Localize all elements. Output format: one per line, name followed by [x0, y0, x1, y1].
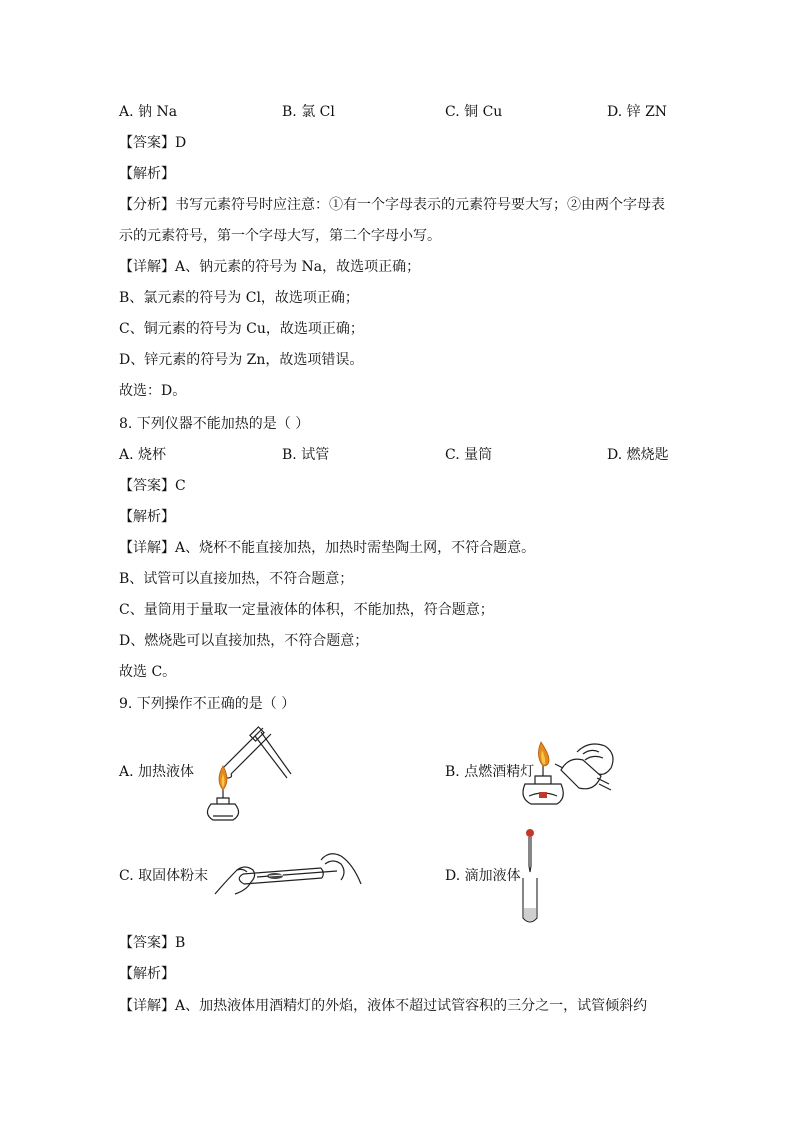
q9-option-d: D. 滴加液体 — [445, 868, 521, 884]
q9-option-a: A. 加热液体 — [119, 764, 195, 780]
q7-option-a: A. 钠 Na — [119, 104, 178, 120]
q8-stem: 8. 下列仪器不能加热的是（ ） — [119, 416, 310, 432]
q7-conclusion: 故选：D。 — [119, 383, 187, 399]
q7-explanation-line: 【分析】书写元素符号时应注意：①有一个字母表示的元素符号要大写；②由两个字母表 — [119, 197, 665, 213]
heating-liquid-figure — [193, 722, 293, 826]
q8-option-a: A. 烧杯 — [119, 447, 167, 463]
q7-explanation-line: 示的元素符号，第一个字母大写，第二个字母小写。 — [119, 228, 441, 244]
q8-explanation-line: B、试管可以直接加热，不符合题意； — [119, 571, 354, 587]
q8-explanation-line: 【详解】A、烧杯不能直接加热，加热时需垫陶土网，不符合题意。 — [119, 540, 536, 556]
q8-analysis-label: 【解析】 — [119, 509, 175, 525]
q9-option-c: C. 取固体粉末 — [119, 868, 209, 884]
q9-explanation-line: 【详解】A、加热液体用酒精灯的外焰，液体不超过试管容积的三分之一，试管倾斜约 — [119, 998, 648, 1014]
q7-answer: 【答案】D — [119, 135, 187, 151]
q9-answer: 【答案】B — [119, 935, 186, 951]
q7-option-b: B. 氯 Cl — [282, 104, 335, 120]
q7-option-c: C. 铜 Cu — [445, 104, 503, 120]
q7-explanation-line: B、氯元素的符号为 Cl，故选项正确； — [119, 290, 359, 306]
q8-option-d: D. 燃烧匙 — [607, 447, 669, 463]
q8-explanation-line: C、量筒用于量取一定量液体的体积，不能加热，符合题意； — [119, 602, 494, 618]
powder-figure — [213, 850, 363, 900]
q7-option-d: D. 锌 ZN — [607, 104, 668, 120]
q9-analysis-label: 【解析】 — [119, 966, 175, 982]
q7-explanation-line: C、铜元素的符号为 Cu，故选项正确； — [119, 321, 364, 337]
q8-option-b: B. 试管 — [282, 447, 330, 463]
q7-analysis-label: 【解析】 — [119, 166, 175, 182]
q7-explanation-line: 【详解】A、钠元素的符号为 Na，故选项正确； — [119, 259, 421, 275]
q8-option-c: C. 量筒 — [445, 447, 493, 463]
lighting-lamp-figure — [519, 732, 619, 810]
q8-conclusion: 故选 C。 — [119, 664, 177, 680]
q8-answer: 【答案】C — [119, 478, 186, 494]
q9-stem: 9. 下列操作不正确的是（ ） — [119, 696, 296, 712]
dropper-figure — [518, 826, 542, 926]
q7-explanation-line: D、锌元素的符号为 Zn，故选项错误。 — [119, 352, 364, 368]
q8-explanation-line: D、燃烧匙可以直接加热，不符合题意； — [119, 633, 369, 649]
q9-option-b: B. 点燃酒精灯 — [445, 764, 535, 780]
